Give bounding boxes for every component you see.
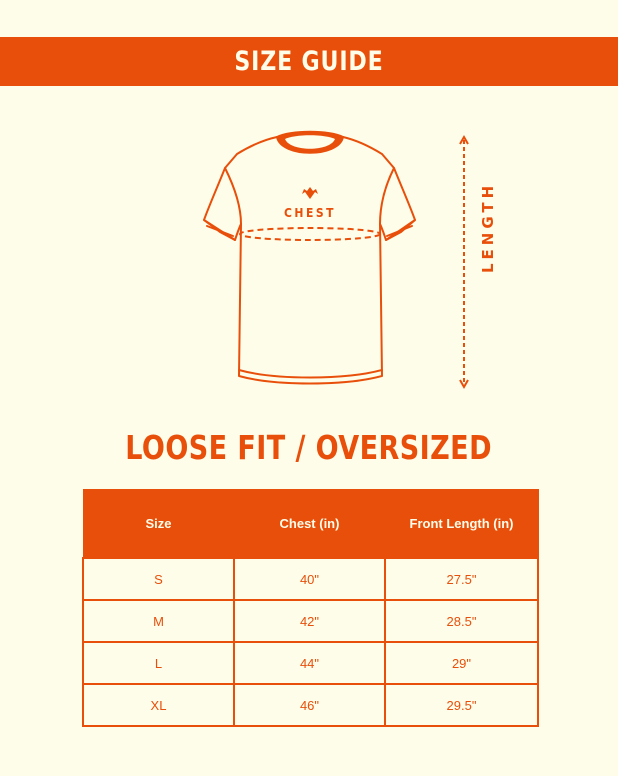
brand-logo-icon — [301, 186, 319, 200]
table-row — [83, 684, 538, 726]
page-title: SIZE GUIDE — [234, 46, 384, 77]
chest-cell: 44" — [234, 642, 385, 684]
column-header-front-length: Front Length (in) — [385, 490, 538, 559]
chest-cell: 42" — [234, 600, 385, 642]
chest-cell: 40" — [234, 558, 385, 600]
length-label-text: LENGTH — [479, 181, 497, 273]
table-header-row — [83, 490, 538, 559]
length-cell: 27.5" — [385, 558, 538, 600]
chest-cell: 46" — [234, 684, 385, 726]
tshirt-illustration — [195, 128, 497, 393]
size-cell: M — [83, 600, 234, 642]
fit-title-text: LOOSE FIT / OVERSIZED — [125, 428, 493, 467]
size-table — [82, 489, 539, 727]
size-cell: XL — [83, 684, 234, 726]
column-header-chest: Chest (in) — [234, 490, 385, 559]
column-header-size: Size — [83, 490, 234, 559]
table-row — [83, 558, 538, 600]
length-cell: 29" — [385, 642, 538, 684]
length-label — [479, 181, 497, 273]
size-cell: L — [83, 642, 234, 684]
table-row — [83, 642, 538, 684]
length-arrow-icon — [454, 134, 474, 390]
chest-label: CHEST — [284, 206, 336, 220]
length-cell: 29.5" — [385, 684, 538, 726]
header-banner — [0, 37, 618, 86]
length-cell: 28.5" — [385, 600, 538, 642]
table-row — [83, 600, 538, 642]
size-cell: S — [83, 558, 234, 600]
tshirt-icon — [195, 128, 425, 393]
fit-title — [0, 428, 618, 467]
